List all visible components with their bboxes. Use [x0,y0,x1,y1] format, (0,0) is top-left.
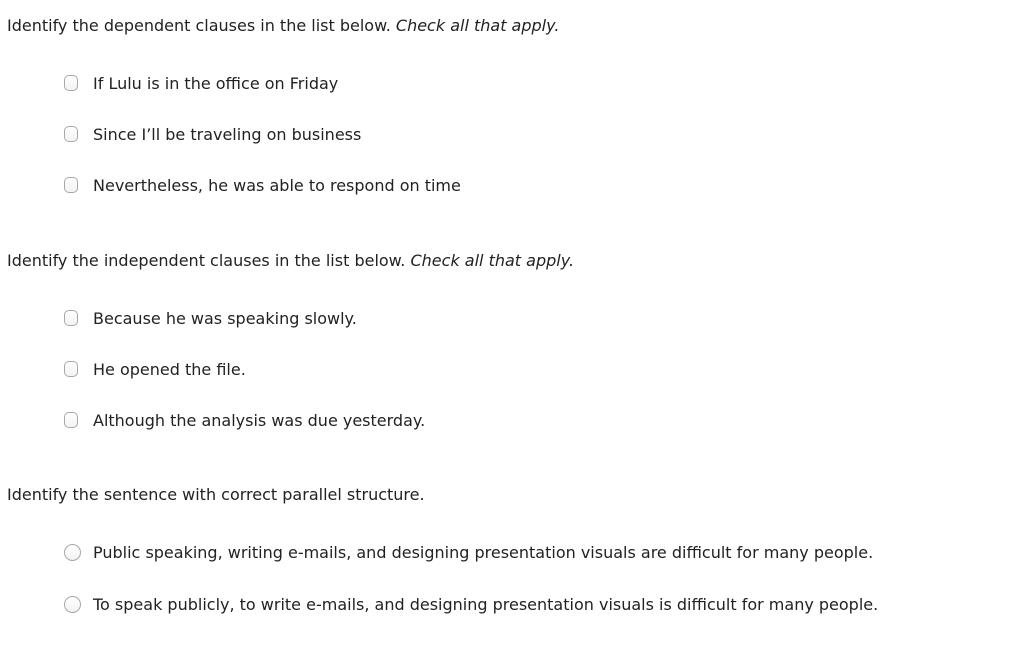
option-label[interactable]: Public speaking, writing e-mails, and designing presentation visuals are difficult for many people. [93,543,874,562]
checkbox[interactable] [64,412,78,428]
checkbox[interactable] [64,177,78,193]
checkbox[interactable] [64,126,78,142]
option-label[interactable]: To speak publicly, to write e-mails, and designing presentation visuals is difficult for many people. [93,595,879,614]
option-label[interactable]: Since I’ll be traveling on business [93,125,362,144]
option-label[interactable]: Because he was speaking slowly. [93,309,357,328]
prompt-text: Identify the independent clauses in the list below. [7,251,406,270]
prompt-text: Identify the sentence with correct parallel structure. [7,485,425,504]
option-label[interactable]: He opened the file. [93,360,246,379]
checkbox[interactable] [64,310,78,326]
option-label[interactable]: Nevertheless, he was able to respond on time [93,176,461,195]
option-label[interactable]: Although the analysis was due yesterday. [93,411,426,430]
question-prompt [7,16,559,36]
checkbox[interactable] [64,361,78,377]
prompt-instruction: Check all that apply. [395,16,560,35]
checkbox[interactable] [64,75,78,91]
question-prompt [7,485,425,505]
radio-button[interactable] [64,596,81,613]
prompt-text: Identify the dependent clauses in the list below. [7,16,391,35]
radio-button[interactable] [64,544,81,561]
option-label[interactable]: If Lulu is in the office on Friday [93,74,339,93]
question-prompt [7,251,574,271]
prompt-instruction: Check all that apply. [410,251,575,270]
